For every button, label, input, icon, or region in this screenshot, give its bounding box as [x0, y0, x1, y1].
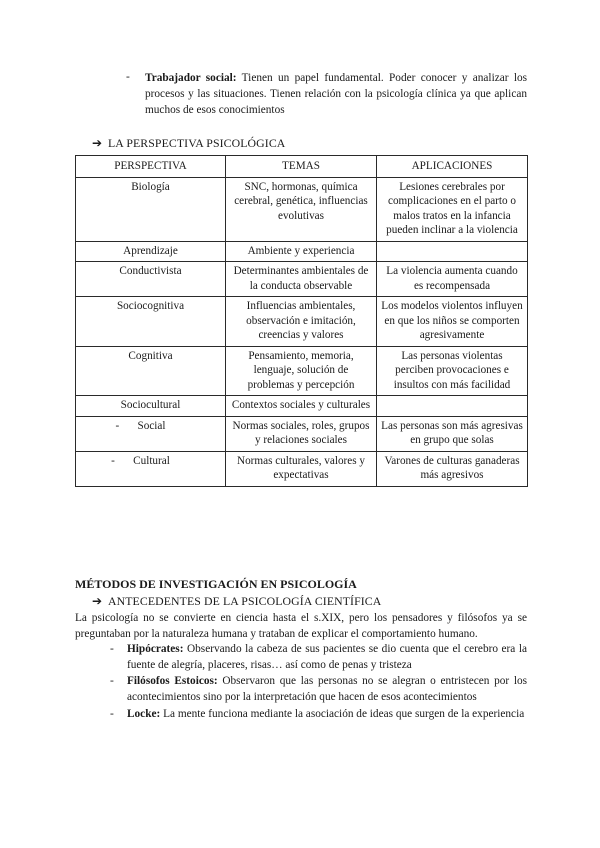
metodos-intro: La psicología no se convierte en ciencia hasta el s.XIX, pero los pensadores y filósofos ya se preguntaban por la naturaleza humana y trataban de explicar el comportamiento humano. — [75, 612, 527, 640]
trabajador-social-paragraph — [145, 70, 527, 118]
bullet-dash: - — [110, 708, 114, 720]
antecedentes-heading: ANTECEDENTES DE LA PSICOLOGÍA CIENTÍFICA — [108, 594, 382, 608]
arrow-icon: ➔ — [92, 594, 103, 608]
cell-temas: Determinantes ambientales de la conducta observable — [226, 262, 377, 297]
perspectiva-heading: LA PERSPECTIVA PSICOLÓGICA — [108, 136, 286, 150]
table-row — [76, 416, 528, 451]
trabajador-social-text: Tienen un papel fundamental. Poder conocer y analizar los procesos y las situaciones. Tienen relación con la psicología clínica ya que aplican muchos de esos conocimientos — [145, 72, 528, 116]
cell-perspectiva: Cognitiva — [76, 346, 226, 396]
bullet-dash: - — [126, 71, 130, 83]
cell-temas: Pensamiento, memoria, lenguaje, solución de problemas y percepción — [226, 346, 377, 396]
cell-aplicaciones: Varones de culturas ganaderas más agresivos — [377, 451, 528, 486]
locke-text: La mente funciona mediante la asociación de ideas que surgen de la experiencia — [163, 708, 525, 720]
cell-perspectiva — [76, 416, 226, 451]
metodos-title: MÉTODOS DE INVESTIGACIÓN EN PSICOLOGÍA — [75, 577, 357, 591]
cell-aplicaciones: Las personas son más agresivas en grupo que solas — [377, 416, 528, 451]
cell-aplicaciones — [377, 396, 528, 417]
sub-dash: - — [115, 419, 120, 432]
header-temas: TEMAS — [226, 156, 377, 178]
cell-aplicaciones: Lesiones cerebrales por complicaciones en el parto o malos tratos en la infancia pueden inclinar a la violencia — [377, 177, 528, 241]
cell-perspectiva — [76, 451, 226, 486]
locke-term: Locke: — [127, 708, 161, 720]
cell-temas: Ambiente y experiencia — [226, 241, 377, 262]
table-row — [76, 451, 528, 486]
header-aplicaciones: APLICACIONES — [377, 156, 528, 178]
table-row — [76, 177, 528, 241]
cell-perspectiva: Biología — [76, 177, 226, 241]
header-perspectiva: PERSPECTIVA — [76, 156, 226, 178]
estoicos-term: Filósofos Estoicos: — [127, 675, 218, 687]
cell-aplicaciones: Las personas violentas perciben provocaciones e insultos con más facilidad — [377, 346, 528, 396]
estoicos-text: Observaron que las personas no se alegran o entristecen por los acontecimientos sino por la interpretación que hacen de esos acontecimientos — [127, 675, 527, 703]
cell-perspectiva-label: Cultural — [133, 454, 170, 467]
cell-perspectiva-label: Social — [137, 419, 166, 432]
cell-aplicaciones — [377, 241, 528, 262]
sub-dash: - — [111, 454, 115, 467]
table-header-row — [76, 156, 528, 178]
perspectiva-table — [75, 155, 528, 487]
cell-temas: Contextos sociales y culturales — [226, 396, 377, 417]
table-row — [76, 262, 528, 297]
hipocrates-item — [127, 642, 527, 673]
bullet-dash: - — [110, 643, 114, 655]
cell-aplicaciones: La violencia aumenta cuando es recompensada — [377, 262, 528, 297]
table-row — [76, 396, 528, 417]
trabajador-social-term: Trabajador social: — [145, 72, 237, 84]
cell-temas: Influencias ambientales, observación e imitación, creencias y valores — [226, 297, 377, 347]
table-row — [76, 346, 528, 396]
hipocrates-term: Hipócrates: — [127, 643, 184, 655]
estoicos-item — [127, 674, 527, 705]
table-row — [76, 297, 528, 347]
cell-temas: SNC, hormonas, química cerebral, genética, influencias evolutivas — [226, 177, 377, 241]
cell-perspectiva: Conductivista — [76, 262, 226, 297]
bullet-dash: - — [110, 675, 114, 687]
cell-temas: Normas sociales, roles, grupos y relaciones sociales — [226, 416, 377, 451]
locke-item — [127, 707, 527, 723]
arrow-icon: ➔ — [92, 136, 103, 150]
cell-perspectiva: Sociocognitiva — [76, 297, 226, 347]
table-row — [76, 241, 528, 262]
cell-temas: Normas culturales, valores y expectativas — [226, 451, 377, 486]
cell-aplicaciones: Los modelos violentos influyen en que los niños se comporten agresivamente — [377, 297, 528, 347]
cell-perspectiva: Aprendizaje — [76, 241, 226, 262]
cell-perspectiva: Sociocultural — [76, 396, 226, 417]
hipocrates-text: Observando la cabeza de sus pacientes se dio cuenta que el cerebro era la fuente de alegría, placeres, risas… así como de penas y tristeza — [127, 643, 527, 671]
